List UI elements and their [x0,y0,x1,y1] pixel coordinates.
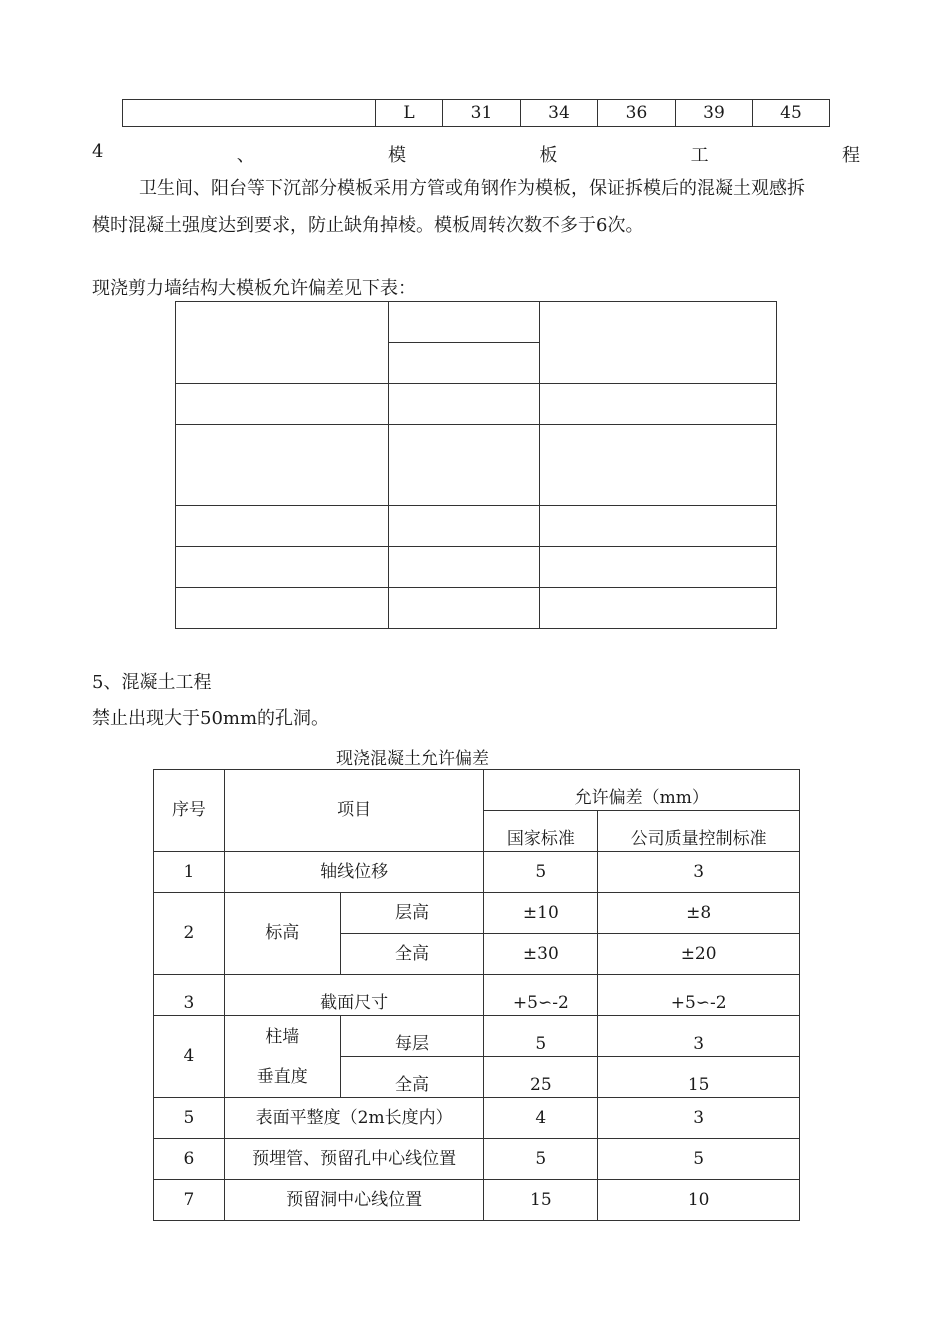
row-national: 5 [484,1016,598,1057]
table-cell [176,547,389,588]
row-national: ±10 [484,893,598,934]
row-no: 1 [154,852,225,893]
row-item: 轴线位移 [224,852,484,893]
table-cell [389,588,540,629]
row-item-line: 柱墙 [265,1026,300,1047]
row-no: 4 [154,1016,225,1098]
table-cell [389,547,540,588]
table-cell [540,425,777,506]
section-5-note: 禁止出现大于50mm的孔洞。 [92,708,330,729]
row-item: 表面平整度（2m长度内） [224,1098,484,1139]
top-table-cell: 36 [598,100,676,127]
paragraph-line: 模时混凝土强度达到要求，防止缺角掉棱。模板周转次数不多于6次。 [92,215,644,236]
table-cell [389,343,540,384]
table-cell [389,425,540,506]
table-cell [176,506,389,547]
row-national: 5 [484,852,598,893]
row-no: 6 [154,1139,225,1180]
heading-char: 板 [539,145,558,166]
row-item: 预留洞中心线位置 [224,1180,484,1221]
row-company: 3 [598,852,800,893]
table-cell [540,384,777,425]
table-row [154,852,800,893]
table-row [154,1098,800,1139]
row-sub: 层高 [340,893,484,934]
header-no: 序号 [154,770,225,852]
table-cell [389,302,540,343]
row-national: 15 [484,1180,598,1221]
formwork-intro: 现浇剪力墙结构大模板允许偏差见下表： [92,278,416,299]
heading-char: 模 [388,145,407,166]
row-company: 3 [598,1098,800,1139]
heading-char: 4 [92,141,104,162]
table-cell [540,302,777,384]
concrete-table [153,769,800,1221]
row-national: 25 [484,1057,598,1098]
header-tolerance: 允许偏差（mm） [484,770,800,811]
table-row [154,893,800,934]
table-cell [176,425,389,506]
header-item: 项目 [224,770,484,852]
row-no: 7 [154,1180,225,1221]
table-caption: 现浇混凝土允许偏差 [336,749,489,769]
row-item: 预埋管、预留孔中心线位置 [224,1139,484,1180]
table-row [154,1016,800,1057]
heading-char: 、 [236,145,255,166]
row-company: 15 [598,1057,800,1098]
top-table-cell: 39 [676,100,753,127]
row-item-line: 垂直度 [256,1066,308,1087]
row-company: ±8 [598,893,800,934]
row-company: ±20 [598,934,800,975]
row-national: 5 [484,1139,598,1180]
heading-char: 程 [841,145,860,166]
row-company: 10 [598,1180,800,1221]
header-national: 国家标准 [484,811,598,852]
table-cell [540,506,777,547]
table-row [154,975,800,1016]
table-cell [540,588,777,629]
row-item [224,1016,340,1098]
formwork-table [175,301,777,629]
top-table-cell: 31 [443,100,521,127]
row-sub: 全高 [340,1057,484,1098]
top-table-cell [123,100,376,127]
top-table [122,99,830,127]
table-cell [176,384,389,425]
top-table-cell: 34 [521,100,598,127]
row-company: 5 [598,1139,800,1180]
section-4-heading [92,141,860,167]
paragraph-line: 卫生间、阳台等下沉部分模板采用方管或角钢作为模板，保证拆模后的混凝土观感拆 [139,178,805,199]
header-company: 公司质量控制标准 [598,811,800,852]
heading-char: 工 [690,145,709,166]
table-row [154,1180,800,1221]
row-national: +5∽-2 [484,975,598,1016]
row-national: ±30 [484,934,598,975]
row-no: 2 [154,893,225,975]
table-cell [540,547,777,588]
row-no: 5 [154,1098,225,1139]
section-5-heading: 5、混凝土工程 [92,672,212,693]
table-cell [389,506,540,547]
row-sub: 每层 [340,1016,484,1057]
row-company: +5∽-2 [598,975,800,1016]
row-national: 4 [484,1098,598,1139]
row-item: 标高 [224,893,340,975]
table-cell [389,384,540,425]
top-table-cell: L [376,100,443,127]
row-company: 3 [598,1016,800,1057]
table-cell [176,588,389,629]
row-sub: 全高 [340,934,484,975]
row-no: 3 [154,975,225,1016]
table-cell [176,302,389,384]
top-table-cell: 45 [753,100,830,127]
table-row [154,1139,800,1180]
row-item: 截面尺寸 [224,975,484,1016]
